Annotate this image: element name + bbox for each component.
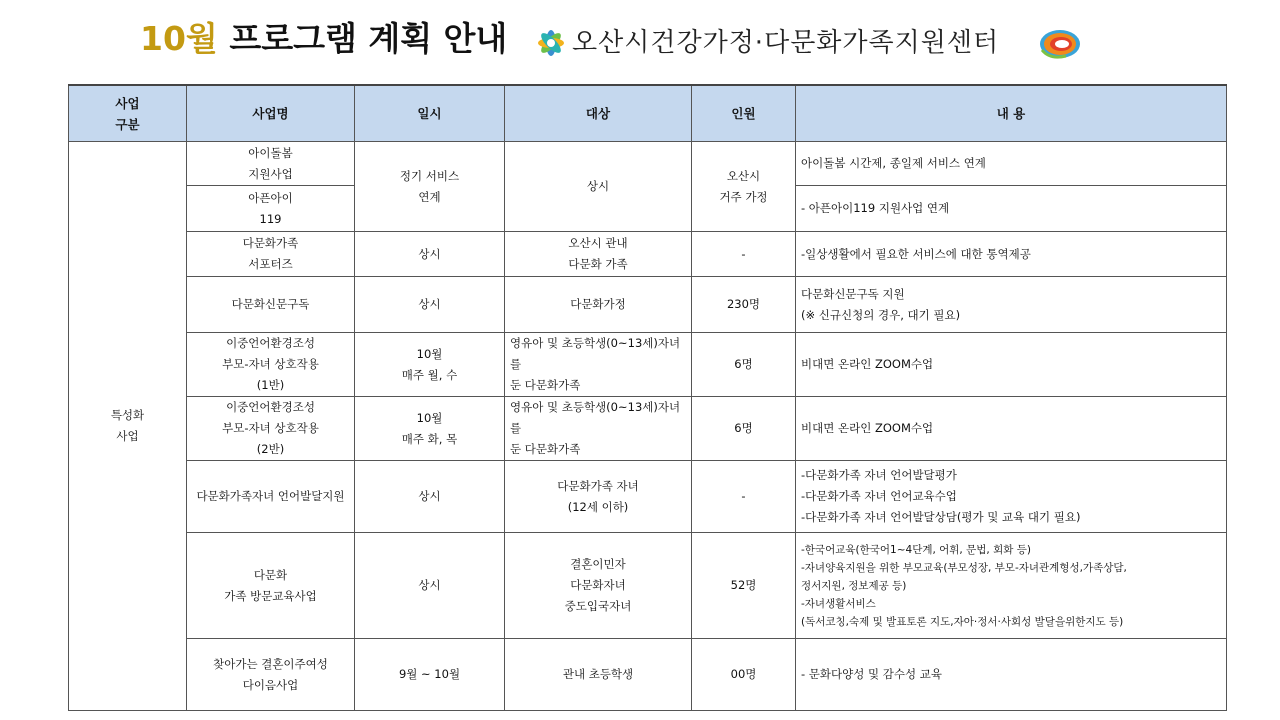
target-cell: 오산시 관내 다문화 가족	[505, 232, 692, 277]
schedule-cell: 상시	[355, 461, 505, 533]
header-target: 대상	[505, 85, 692, 142]
schedule-cell: 정기 서비스 연계	[355, 142, 505, 232]
table-row	[69, 639, 1227, 711]
headcount-cell: 6명	[692, 397, 796, 461]
headcount-cell: -	[692, 232, 796, 277]
table-row	[69, 461, 1227, 533]
target-cell: 상시	[505, 142, 692, 232]
target-cell: 결혼이민자 다문화자녀 중도입국자녀	[505, 533, 692, 639]
schedule-cell: 10월 매주 월, 수	[355, 333, 505, 397]
content-cell: - 문화다양성 및 감수성 교육	[796, 639, 1227, 711]
table-row	[69, 142, 1227, 186]
table-row	[69, 333, 1227, 397]
program-cell: 찾아가는 결혼이주여성 다이음사업	[187, 639, 355, 711]
header-schedule: 일시	[355, 85, 505, 142]
header-program: 사업명	[187, 85, 355, 142]
target-cell: 다문화가정	[505, 277, 692, 333]
header-headcount: 인원	[692, 85, 796, 142]
headcount-cell: 00명	[692, 639, 796, 711]
headcount-cell: 6명	[692, 333, 796, 397]
organization-name: 오산시건강가정·다문화가족지원센터	[572, 28, 1000, 58]
table-row	[69, 277, 1227, 333]
schedule-cell: 상시	[355, 533, 505, 639]
page-title	[140, 14, 507, 64]
target-cell: 다문화가족 자녀 (12세 이하)	[505, 461, 692, 533]
table-row	[69, 533, 1227, 639]
table-header-row	[69, 85, 1227, 142]
program-cell: 다문화신문구독	[187, 277, 355, 333]
program-cell: 이중언어환경조성 부모-자녀 상호작용 (1반)	[187, 333, 355, 397]
family-logo-icon	[1036, 26, 1084, 62]
schedule-cell: 10월 매주 화, 목	[355, 397, 505, 461]
headcount-cell: 230명	[692, 277, 796, 333]
title-bar	[0, 0, 1280, 84]
program-cell: 다문화가족 서포터즈	[187, 232, 355, 277]
program-plan-table	[68, 84, 1227, 711]
target-cell: 관내 초등학생	[505, 639, 692, 711]
program-cell: 다문화가족자녀 언어발달지원	[187, 461, 355, 533]
title-month: 10월	[140, 19, 218, 58]
program-cell: 이중언어환경조성 부모-자녀 상호작용 (2반)	[187, 397, 355, 461]
headcount-cell: 52명	[692, 533, 796, 639]
schedule-cell: 9월 ~ 10월	[355, 639, 505, 711]
table-row	[69, 232, 1227, 277]
program-cell: 아픈아이 119	[187, 186, 355, 232]
schedule-cell: 상시	[355, 232, 505, 277]
program-cell: 아이돌봄 지원사업	[187, 142, 355, 186]
target-cell: 영유아 및 초등학생(0~13세)자녀를 둔 다문화가족	[505, 333, 692, 397]
content-cell: 아이돌봄 시간제, 종일제 서비스 연계	[796, 142, 1227, 186]
category-cell: 특성화 사업	[69, 142, 187, 711]
header-category: 사업 구분	[69, 85, 187, 142]
target-cell: 영유아 및 초등학생(0~13세)자녀를 둔 다문화가족	[505, 397, 692, 461]
program-cell: 다문화 가족 방문교육사업	[187, 533, 355, 639]
header-content: 내 용	[796, 85, 1227, 142]
content-cell: -다문화가족 자녀 언어발달평가 -다문화가족 자녀 언어교육수업 -다문화가족 자녀 언어발달상담(평가 및 교육 대기 필요)	[796, 461, 1227, 533]
headcount-cell: 오산시 거주 가정	[692, 142, 796, 232]
center-logo-star-icon	[531, 25, 571, 61]
content-cell: - 아픈아이119 지원사업 연계	[796, 186, 1227, 232]
content-cell: -일상생활에서 필요한 서비스에 대한 통역제공	[796, 232, 1227, 277]
content-cell: -한국어교육(한국어1~4단계, 어휘, 문법, 회화 등) -자녀양육지원을 위한 부모교육(부모성장, 부모-자녀관계형성,가족상담, 정서지원, 정보제공 등) -자녀생활서비스 (독서코칭,숙제 및 발표토론 지도,자아·정서·사회성 발달을위한지도 등)	[796, 533, 1227, 639]
schedule-cell: 상시	[355, 277, 505, 333]
content-cell: 비대면 온라인 ZOOM수업	[796, 397, 1227, 461]
headcount-cell: -	[692, 461, 796, 533]
table-row	[69, 397, 1227, 461]
content-cell: 다문화신문구독 지원 (※ 신규신청의 경우, 대기 필요)	[796, 277, 1227, 333]
title-text: 프로그램 계획 안내	[229, 19, 508, 58]
content-cell: 비대면 온라인 ZOOM수업	[796, 333, 1227, 397]
